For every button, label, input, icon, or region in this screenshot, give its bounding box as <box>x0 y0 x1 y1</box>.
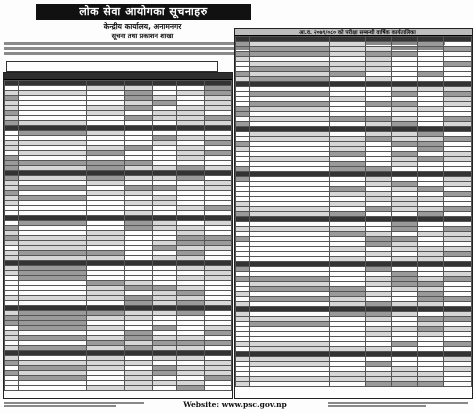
table-cell <box>391 382 417 387</box>
schedule-grid <box>4 80 232 391</box>
office-name: केन्द्रीय कार्यालय, अनामनगर <box>103 22 182 31</box>
table-cell <box>250 382 330 387</box>
footer <box>0 398 474 413</box>
schedule-grid <box>235 36 472 387</box>
right-table-title: आ.व. २०७९/०८० को परीक्षा सम्बन्धी वार्षिक कार्यतालिका <box>299 30 416 36</box>
table-cell <box>125 386 152 391</box>
table-cell <box>236 382 250 387</box>
table-cell <box>417 382 443 387</box>
footnote-right <box>328 401 468 409</box>
page-title: लोक सेवा आयोगका सूचनाहरु <box>36 4 251 20</box>
left-table-title <box>6 61 218 72</box>
right-schedule-table <box>234 28 473 399</box>
table-cell <box>365 382 391 387</box>
table-cell <box>86 386 125 391</box>
table-cell <box>177 386 204 391</box>
left-schedule-table <box>3 72 233 399</box>
table-cell <box>443 382 471 387</box>
table-cell <box>152 386 177 391</box>
table-cell <box>330 382 365 387</box>
table-row <box>5 386 232 391</box>
table-cell <box>18 386 86 391</box>
table-header <box>4 73 232 80</box>
website: Website: www.psc.gov.np <box>183 400 287 409</box>
table-cell <box>5 386 19 391</box>
branch-name: सूचना तथा प्रकाशन शाखा <box>111 32 174 40</box>
table-row <box>236 382 472 387</box>
footnote-left <box>4 401 144 409</box>
table-cell <box>204 386 231 391</box>
